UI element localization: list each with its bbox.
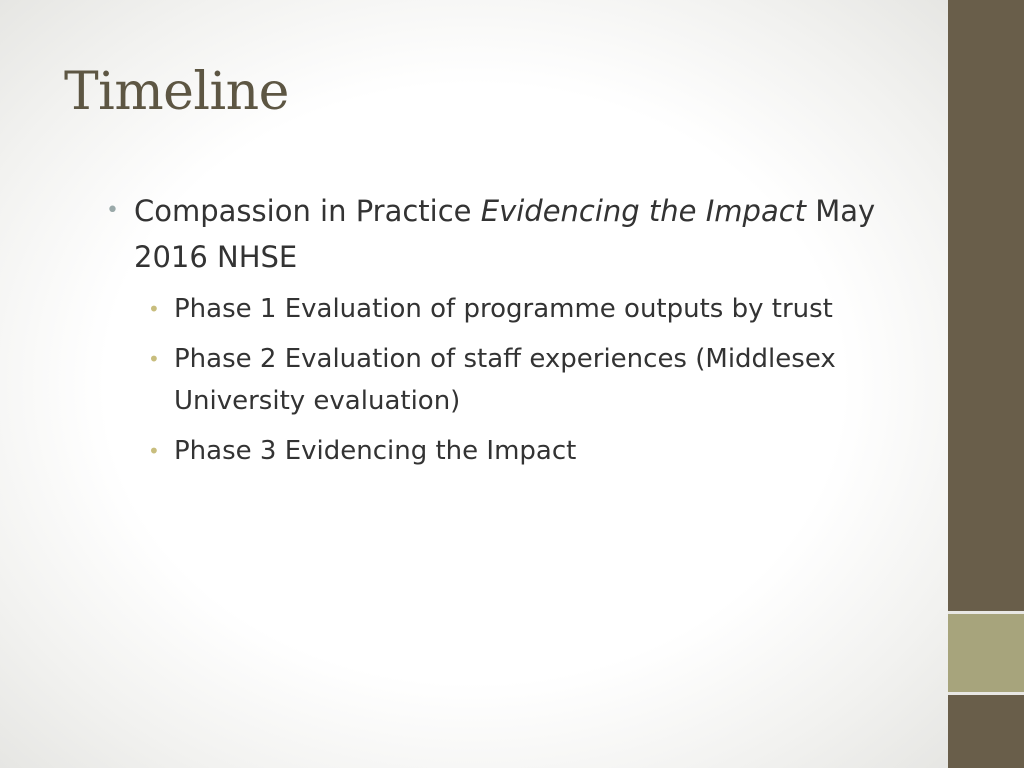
bullet-dot-icon: • xyxy=(148,297,160,321)
sub-bullet-phase-2 xyxy=(104,338,894,422)
sub-bullet-text: Phase 3 Evidencing the Impact xyxy=(174,436,577,466)
sub-bullet-text: Phase 1 Evaluation of programme outputs by trust xyxy=(174,294,833,324)
bullet-level1 xyxy=(104,188,894,280)
side-decoration-accent xyxy=(948,614,1024,692)
side-bar-divider-bottom xyxy=(948,692,1024,695)
slide-title: Timeline xyxy=(64,62,289,122)
bullet-dot-icon: • xyxy=(148,439,160,463)
sub-bullet-phase-1 xyxy=(104,288,894,330)
bullet-text: Compassion in Practice xyxy=(134,194,481,228)
sub-bullet-phase-3 xyxy=(104,430,894,472)
bullet-emphasis: Evidencing the Impact xyxy=(480,194,807,228)
bullet-dot-icon: • xyxy=(106,198,119,223)
bullet-tail: May 2016 NHSE xyxy=(134,194,876,274)
bullet-dot-icon: • xyxy=(148,347,160,371)
slide-content xyxy=(104,188,894,472)
sub-bullet-text: Phase 2 Evaluation of staff experiences (Middlesex University evaluation) xyxy=(174,344,836,416)
